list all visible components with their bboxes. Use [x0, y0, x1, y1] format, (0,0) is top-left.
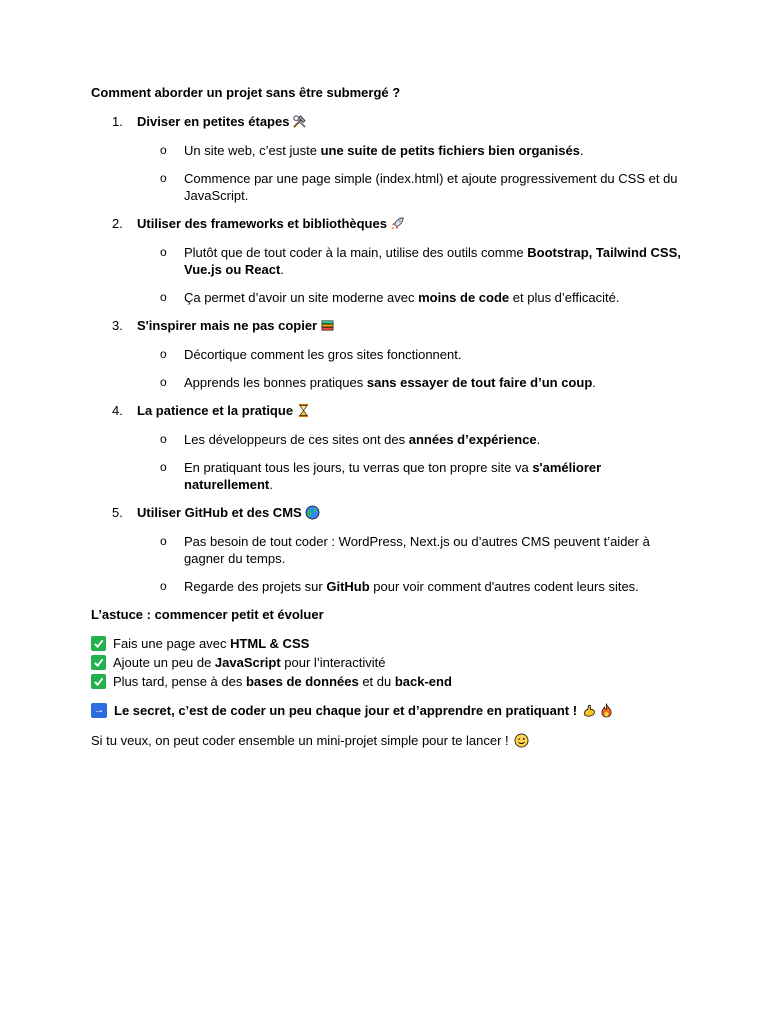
checklist-text [113, 653, 385, 672]
list-number: 3. [112, 318, 123, 333]
list-item-heading [91, 504, 681, 522]
checklist-emphasis: back-end [394, 674, 452, 689]
hollow-bullet-icon: o [160, 579, 167, 593]
checklist [91, 634, 681, 691]
sub-list [91, 431, 681, 493]
checklist-item [91, 634, 681, 653]
bullet-text: Apprends les bonnes pratiques [184, 375, 367, 390]
hollow-bullet-icon: o [160, 432, 167, 446]
sub-list [91, 142, 681, 204]
bullet-text: Pas besoin de tout coder : WordPress, Next.js ou d’autres CMS peuvent t’aider à gagner du temps. [184, 534, 650, 566]
bullet-text: Décortique comment les gros sites fonctionnent. [184, 347, 462, 362]
sub-list-item [91, 170, 681, 204]
page-title: Comment aborder un projet sans être submergé ? [91, 85, 401, 100]
check-mark-icon [91, 655, 106, 670]
winking-face-icon [514, 733, 529, 748]
bullet-emphasis: s'améliorer naturellement [184, 460, 602, 492]
hollow-bullet-icon: o [160, 290, 167, 304]
check-mark-icon [91, 636, 106, 651]
bullet-text: Ça permet d’avoir un site moderne avec [184, 290, 419, 305]
bullet-text: et plus d’efficacité. [509, 290, 620, 305]
books-icon [320, 318, 335, 333]
list-item-title: S'inspirer mais ne pas copier [137, 318, 318, 333]
bullet-text: . [536, 432, 541, 447]
checklist-item [91, 672, 681, 691]
list-item-title: Diviser en petites étapes [137, 114, 290, 129]
bullet-text: pour voir comment d'autres codent leurs sites. [369, 579, 639, 594]
sub-list-item [91, 142, 681, 159]
checklist-emphasis: HTML & CSS [230, 636, 310, 651]
sub-list-item [91, 431, 681, 448]
list-item-3 [91, 317, 681, 391]
bullet-text: . [579, 143, 584, 158]
closing-text: Si tu veux, on peut coder ensemble un mini-projet simple pour te lancer ! [91, 733, 509, 748]
bullet-emphasis: une suite de petits fichiers bien organisés [320, 143, 580, 158]
bullet-emphasis: moins de code [418, 290, 510, 305]
secret-text: Le secret, c’est de coder un peu chaque jour et d’apprendre en pratiquant ! [114, 703, 578, 718]
checklist-text [113, 634, 309, 653]
list-item-heading [91, 402, 681, 420]
numbered-list [91, 113, 681, 595]
list-number: 4. [112, 403, 123, 418]
checklist-text: Plus tard, pense à des [113, 674, 246, 689]
hollow-bullet-icon: o [160, 347, 167, 361]
bullet-emphasis: sans essayer de tout faire d’un coup [366, 375, 593, 390]
tools-icon [292, 114, 307, 129]
checklist-item [91, 653, 681, 672]
bullet-emphasis: Bootstrap, Tailwind CSS, Vue.js ou React [184, 245, 681, 277]
document-body [91, 84, 681, 750]
right-arrow-icon: → [91, 703, 107, 718]
list-number: 2. [112, 216, 123, 231]
bullet-text: . [280, 262, 284, 277]
sub-list-item [91, 533, 681, 567]
globe-icon [305, 505, 320, 520]
sub-list [91, 533, 681, 595]
list-item-title: Utiliser GitHub et des CMS [137, 505, 302, 520]
hourglass-icon [296, 403, 311, 418]
bullet-emphasis: années d’expérience [408, 432, 537, 447]
checklist-text: et du [358, 674, 395, 689]
sub-list-item [91, 244, 681, 278]
flexed-biceps-icon [582, 703, 597, 718]
checklist-text: pour l’interactivité [280, 655, 386, 670]
bullet-text: . [592, 375, 596, 390]
hollow-bullet-icon: o [160, 375, 167, 389]
sub-list [91, 244, 681, 306]
list-number: 1. [112, 114, 123, 129]
list-item-title: La patience et la pratique [137, 403, 294, 418]
list-item-heading [91, 113, 681, 131]
hollow-bullet-icon: o [160, 534, 167, 548]
closing-line [91, 731, 681, 750]
tip-heading: L’astuce : commencer petit et évoluer [91, 607, 324, 622]
list-number: 5. [112, 505, 123, 520]
sub-list [91, 346, 681, 391]
list-item-title: Utiliser des frameworks et bibliothèques [137, 216, 387, 231]
fire-icon [599, 703, 614, 718]
sub-list-item [91, 459, 681, 493]
checklist-emphasis: bases de données [245, 674, 359, 689]
hollow-bullet-icon: o [160, 171, 167, 185]
hollow-bullet-icon: o [160, 245, 167, 259]
list-item-5 [91, 504, 681, 595]
sub-list-item [91, 374, 681, 391]
bullet-text: En pratiquant tous les jours, tu verras que ton propre site va [184, 460, 533, 475]
list-item-2 [91, 215, 681, 306]
list-item-heading [91, 215, 681, 233]
bullet-emphasis: GitHub [326, 579, 370, 594]
list-item-heading [91, 317, 681, 335]
sub-list-item [91, 289, 681, 306]
list-item-1 [91, 113, 681, 204]
checklist-text [113, 672, 452, 691]
checklist-text: Ajoute un peu de [113, 655, 215, 670]
rocket-icon [390, 216, 405, 231]
sub-list-item [91, 578, 681, 595]
secret-line [91, 701, 681, 720]
checklist-text: Fais une page avec [113, 636, 231, 651]
checklist-emphasis: JavaScript [214, 655, 281, 670]
bullet-text: Plutôt que de tout coder à la main, utilise des outils comme [184, 245, 528, 260]
sub-list-item [91, 346, 681, 363]
bullet-text: Regarde des projets sur [184, 579, 327, 594]
bullet-text: . [269, 477, 273, 492]
hollow-bullet-icon: o [160, 460, 167, 474]
hollow-bullet-icon: o [160, 143, 167, 157]
bullet-text: Commence par une page simple (index.html) et ajoute progressivement du CSS et du JavaScript. [184, 171, 678, 203]
bullet-text: Les développeurs de ces sites ont des [184, 432, 409, 447]
check-mark-icon [91, 674, 106, 689]
list-item-4 [91, 402, 681, 493]
bullet-text: Un site web, c’est juste [184, 143, 321, 158]
